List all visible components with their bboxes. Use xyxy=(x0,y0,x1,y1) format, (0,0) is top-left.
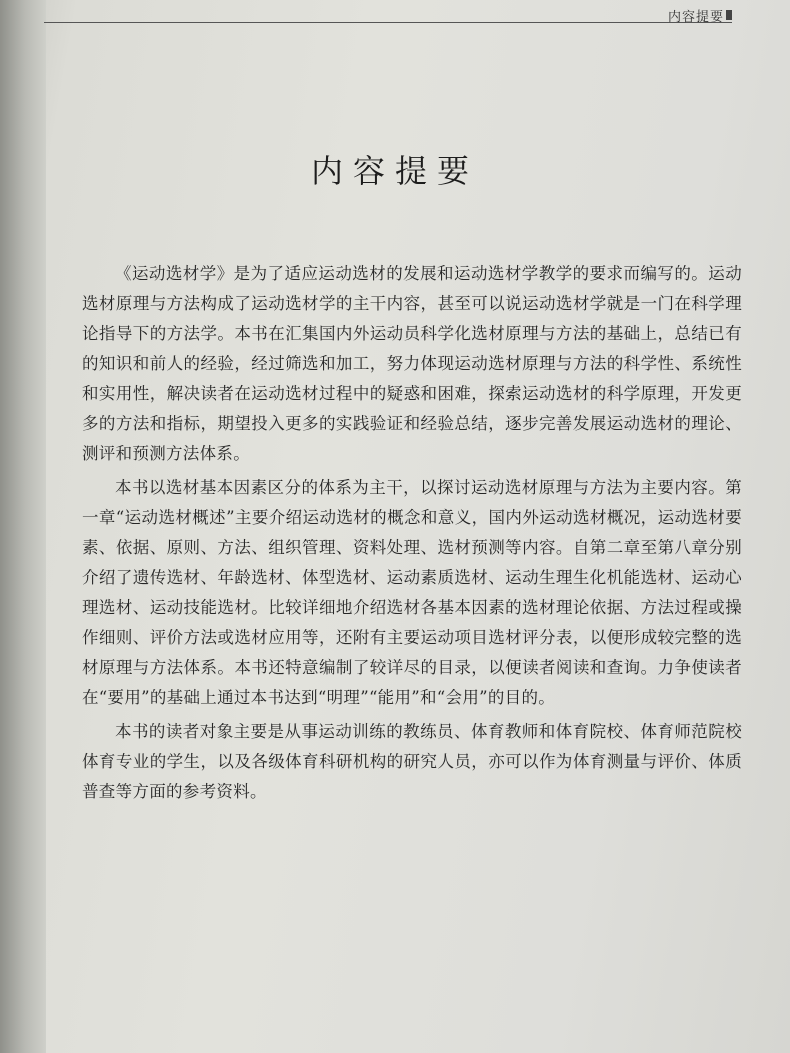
page-title: 内容提要 xyxy=(310,152,479,190)
running-header-mark xyxy=(726,10,732,20)
paragraph-structure: 本书以选材基本因素区分的体系为主干，以探讨运动选材原理与方法为主要内容。第一章“运动选材概述”主要介绍运动选材的概念和意义，国内外运动选材概况，运动选材要素、依据、原则、方法、组织管理、资料处理、选材预测等内容。自第二章至第八章分别介绍了遗传选材、年龄选材、体型选材、运动素质选材、运动生理生化机能选材、运动心理选材、运动技能选材。比较详细地介绍选材各基本因素的选材理论依据、方法过程或操作细则、评价方法或选材应用等，还附有主要运动项目选材评分表，以便形成较完整的选材原理与方法体系。本书还特意编制了较详尽的目录，以便读者阅读和查询。力争使读者在“要用”的基础上通过本书达到“明理”“能用”和“会用”的目的。 xyxy=(82,478,742,707)
running-header-title: 内容提要 xyxy=(667,10,724,25)
summary-body xyxy=(82,259,742,807)
paragraph-intro: 《运动选材学》是为了适应运动选材的发展和运动选材学教学的要求而编写的。运动选材原理与方法构成了运动选材学的主干内容，甚至可以说运动选材学就是一门在科学理论指导下的方法学。本书在汇集国内外运动员科学化选材原理与方法的基础上，总结已有的知识和前人的经验，经过筛选和加工，努力体现运动选材原理与方法的科学性、系统性和实用性，解决读者在运动选材过程中的疑惑和困难，探索运动选材的科学原理，开发更多的方法和指标，期望投入更多的实践验证和经验总结，逐步完善发展运动选材的理论、测评和预测方法体系。 xyxy=(82,264,742,463)
paragraph-audience: 本书的读者对象主要是从事运动训练的教练员、体育教师和体育院校、体育师范院校体育专业的学生，以及各级体育科研机构的研究人员，亦可以作为体育测量与评价、体质普查等方面的参考资料。 xyxy=(82,722,742,801)
running-header xyxy=(44,4,732,23)
